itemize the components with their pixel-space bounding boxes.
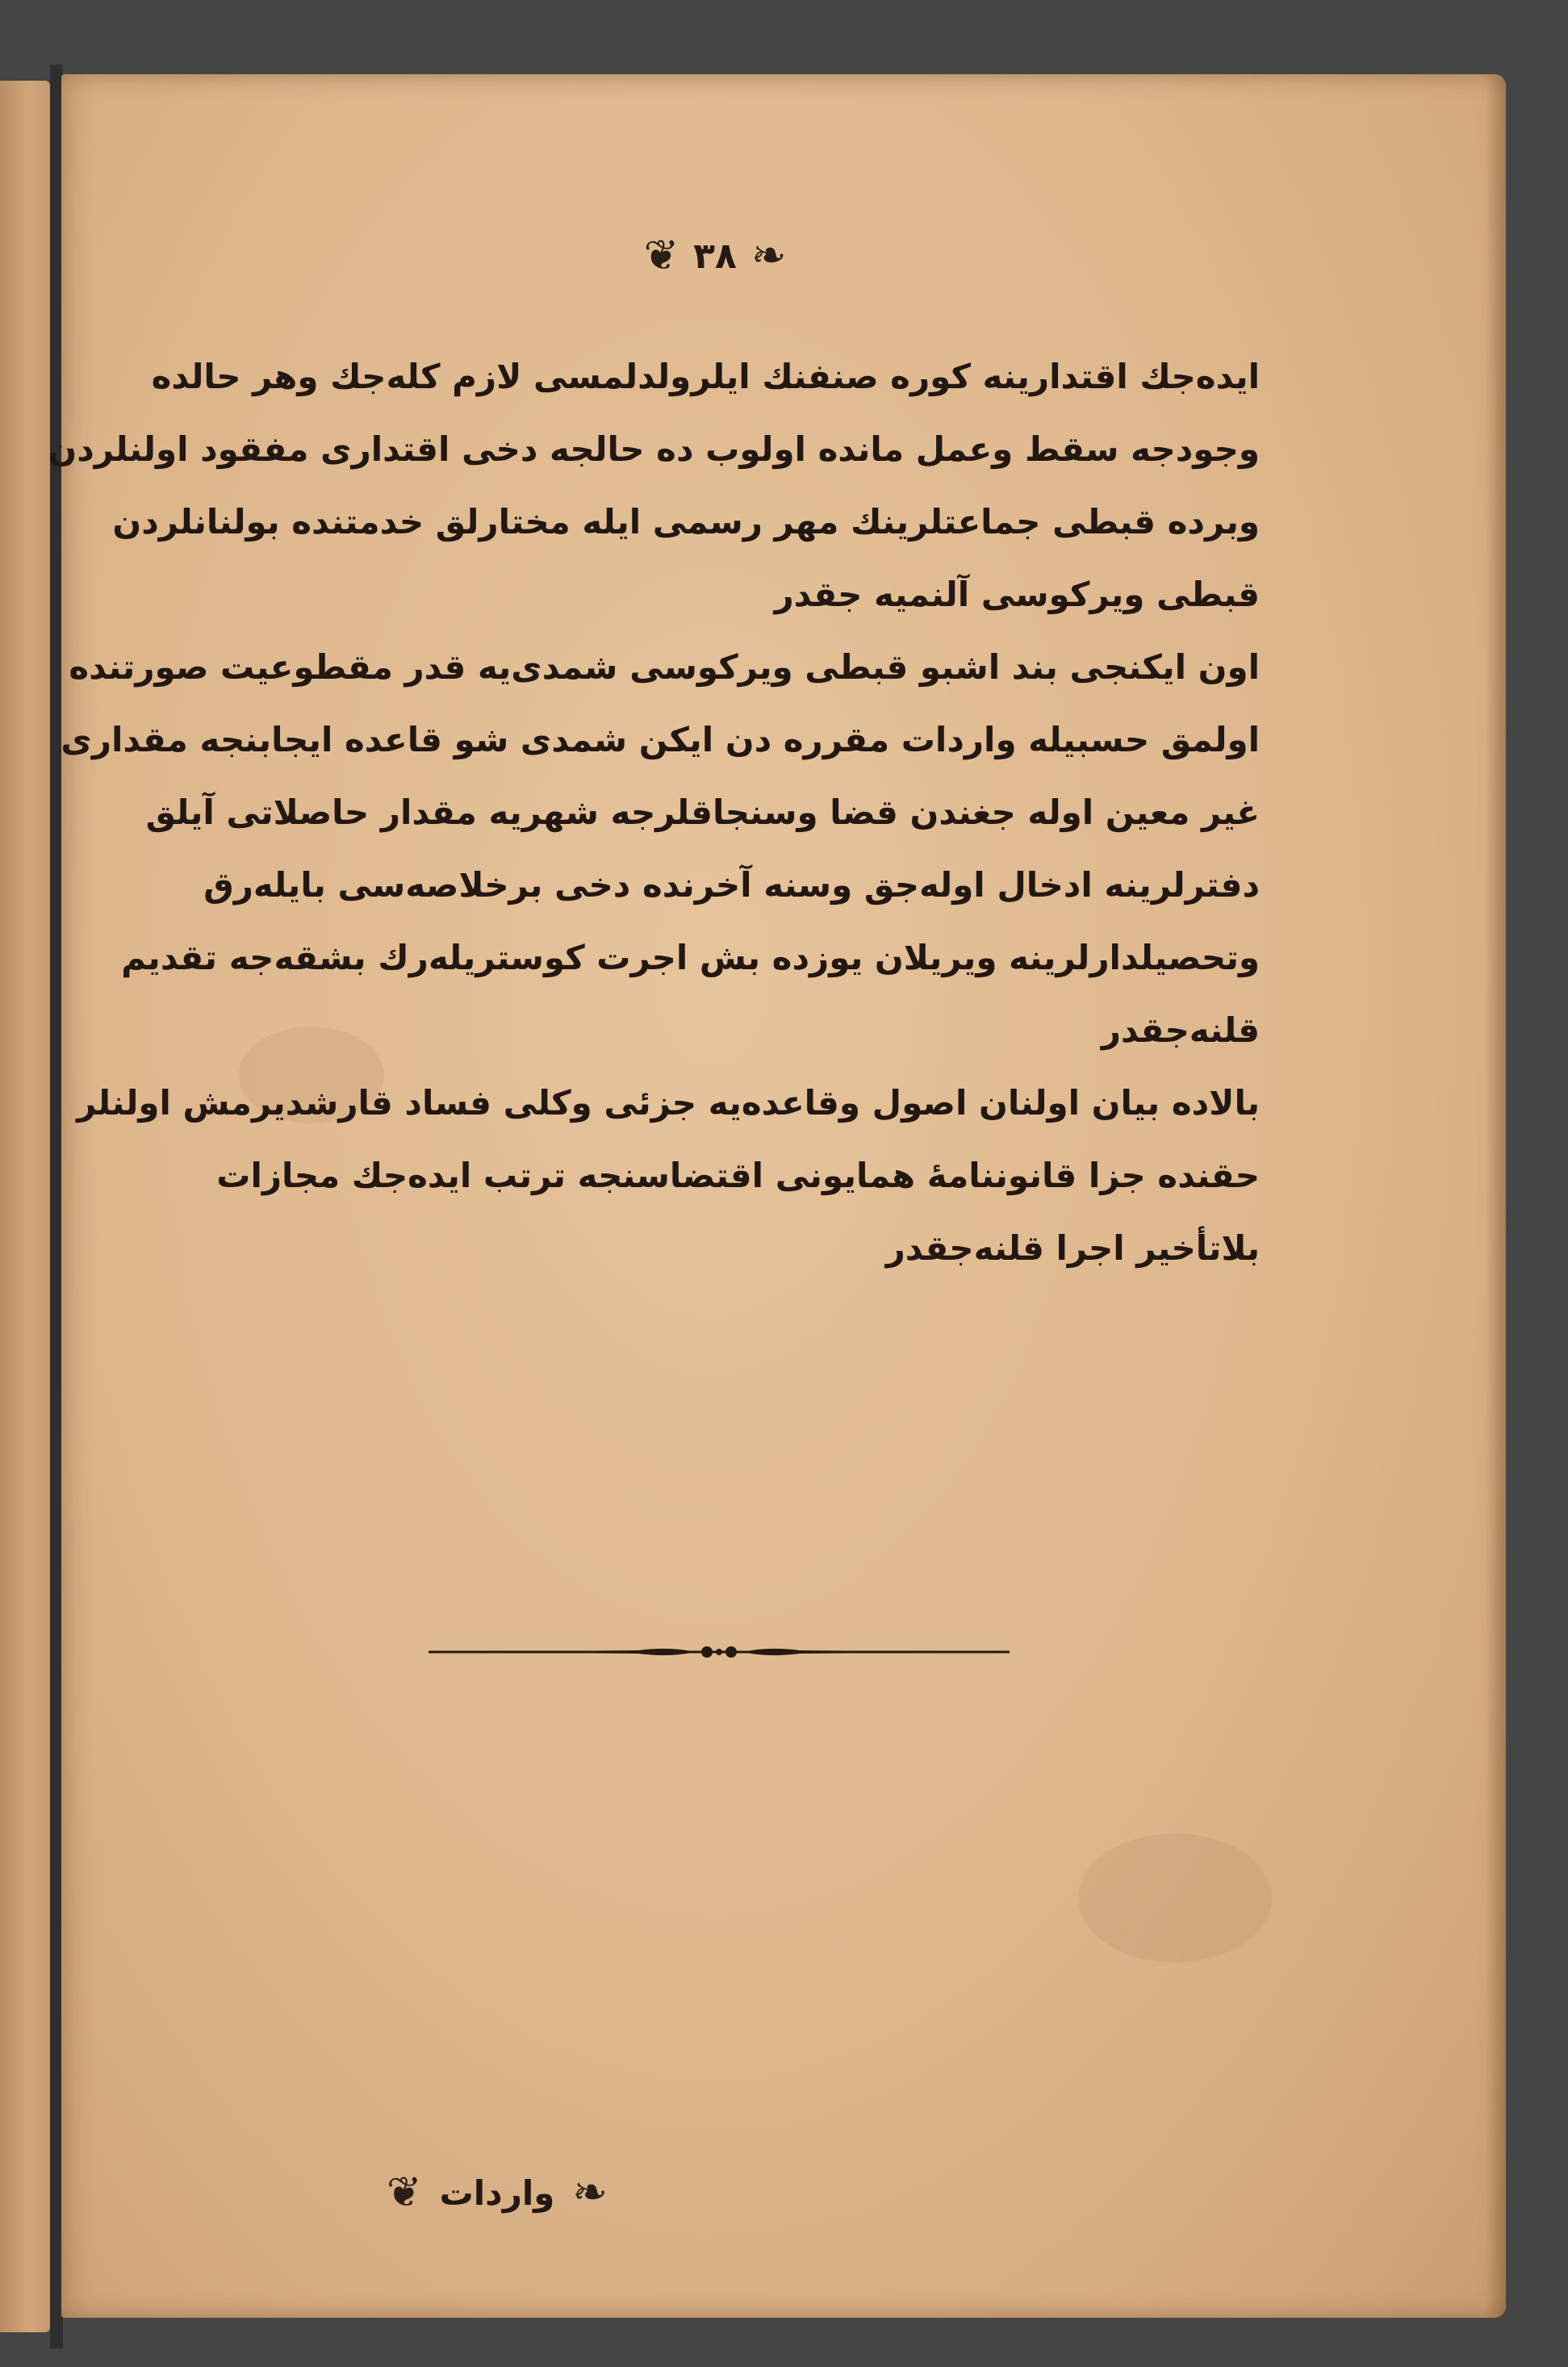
page-number: ٣٨ xyxy=(693,235,737,277)
right-ornament-icon: ❦ xyxy=(387,2168,422,2217)
body-text xyxy=(48,341,1260,1285)
left-ornament-icon: ❧ xyxy=(572,2168,608,2217)
catchword-footer xyxy=(384,2160,610,2225)
text-line: بلاتأخیر اجرا قلنه‌جقدر xyxy=(885,1228,1260,1268)
catchword: واردات xyxy=(439,2173,555,2213)
text-line: قبطی ویركوسی آلنمیه جقدر xyxy=(774,575,1260,614)
text-line: بالاده بیان اولنان اصول وقاعده‌یه جزئی وكلی فساد قارشدیرمش اولنلر xyxy=(77,1083,1260,1123)
text-line: دفترلرینه ادخال اوله‌جق وسنه آخرنده دخی برخلاصه‌سی بایله‌رق xyxy=(203,865,1260,905)
text-line: غیر معین اوله جغندن قضا وسنجاقلرجه شهریه مقدار حاصلاتی آیلق xyxy=(145,792,1260,832)
text-line: قلنه‌جقدر xyxy=(1101,1010,1260,1050)
page-header xyxy=(578,215,852,296)
right-ornament-icon: ❦ xyxy=(643,232,679,280)
page-edge-shadow xyxy=(1485,74,1506,2318)
text-line: وجودجه سقط وعمل مانده اولوب ده حالجه دخی اقتداری مفقود اولنلردن xyxy=(48,429,1260,469)
text-line: حقنده جزا قانوننامهٔ همایونی اقتضاسنجه ترتب ایده‌جك مجازات xyxy=(216,1156,1260,1195)
left-ornament-icon: ❧ xyxy=(751,232,787,280)
adjacent-page-edge xyxy=(0,81,50,2332)
text-line: اولمق حسبیله واردات مقرره دن ایكن شمدی شو قاعده ایجابنجه مقداری xyxy=(61,720,1260,759)
book-page xyxy=(48,74,1506,2318)
text-line: وبرده قبطی جماعتلرینك مهر رسمی ایله مختارلق خدمتنده بولنانلردن xyxy=(112,502,1260,542)
paper-stain xyxy=(1078,1834,1272,1963)
text-line: وتحصیلدارلرینه ویریلان یوزده بش اجرت كوستریله‌رك بشقه‌جه تقدیم xyxy=(121,938,1260,977)
section-divider xyxy=(429,1640,1010,1664)
text-line: ایده‌جك اقتدارینه كوره صنفنك ایلرولدلمسی لازم كله‌جك وهر حالده xyxy=(151,357,1260,396)
text-line: اون ایكنجی بند اشبو قبطی ویركوسی شمدی‌یه قدر مقطوعیت صورتنده xyxy=(69,647,1260,687)
